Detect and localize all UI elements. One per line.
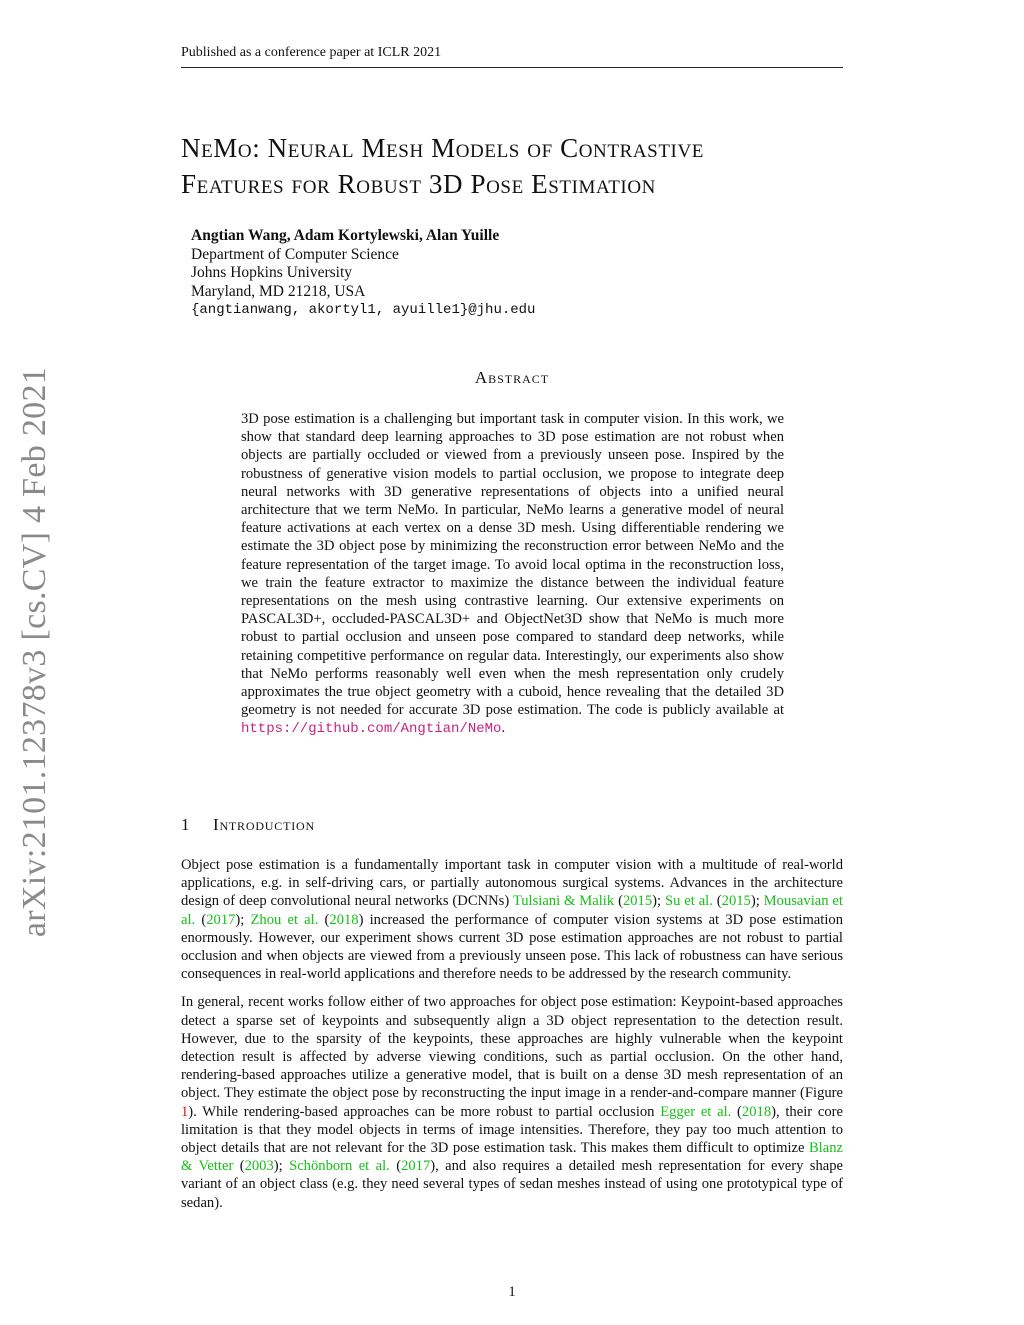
text: ); bbox=[273, 1158, 290, 1175]
citation-year-link[interactable]: 2018 bbox=[741, 1103, 772, 1120]
intro-paragraph-2 bbox=[181, 993, 843, 1211]
citation-year-link[interactable]: 2003 bbox=[244, 1158, 274, 1175]
citation-link[interactable]: Blanz & Vetter bbox=[181, 1140, 843, 1175]
text: Object pose estimation is a fundamentally important task in computer vision with a multitude of real-world applications, e.g. in self-driving cars, or partially autonomous surgical systems. Advances in the architecture design of deep convolutional neural networks (DCNNs) bbox=[181, 857, 843, 910]
citation-year-link[interactable]: 2015 bbox=[622, 893, 653, 910]
figure-ref-link[interactable]: 1 bbox=[181, 1103, 189, 1120]
text: ( bbox=[195, 911, 207, 928]
text: ( bbox=[389, 1158, 402, 1175]
title-line-1: NeMo: Neural Mesh Models of Contrastive bbox=[181, 133, 705, 163]
section-heading bbox=[181, 815, 843, 835]
abstract-text: 3D pose estimation is a challenging but important task in computer vision. In this work, we show that standard deep learning approaches to 3D pose estimation are not robust when objects are partially occluded or viewed from a previously unseen pose. Inspired by the robustness of generative vision models to partial occlusion, we propose to integrate deep neural networks with 3D generative representations of objects into a unified neural architecture that we term NeMo. In particular, NeMo learns a generative model of neural feature activations at each vertex on a dense 3D mesh. Using differentiable rendering we estimate the 3D object pose by minimizing the reconstruction error between NeMo and the feature representation of the target image. To avoid local optima in the reconstruction loss, we train the feature extractor to maximize the distance between the individual feature representations on the mesh using contrastive learning. Our extensive experiments on PASCAL3D+, occluded-PASCAL3D+ and ObjectNet3D show that NeMo is much more robust to partial occlusion and unseen pose compared to standard deep networks, while retaining competitive performance on regular data. Interestingly, our experiments also show that NeMo performs reasonably well even when the mesh representation only crudely approximates the true object geometry with a cuboid, hence revealing that the detailed 3D geometry is not needed for accurate 3D pose estimation. The code is publicly available at bbox=[241, 411, 784, 719]
abstract-end: . bbox=[501, 720, 506, 737]
author-block bbox=[191, 227, 791, 320]
text: ), and also requires a detailed mesh representation for every shape variant of an object class (e.g. they need several types of sedan meshes instead of using one prototypical type of sedan). bbox=[181, 1158, 843, 1211]
title-line-2: Features for Robust 3D Pose Estimation bbox=[181, 169, 657, 199]
author-department: Department of Computer Science bbox=[191, 245, 399, 263]
citation-year-link[interactable]: 2015 bbox=[721, 893, 751, 910]
author-email[interactable]: {angtianwang, akortyl1, ayuille1}@jhu.edu bbox=[191, 302, 536, 318]
intro-body bbox=[181, 856, 843, 1222]
text: ). While rendering-based approaches can be more robust to partial occlusion bbox=[188, 1103, 661, 1120]
text: ), their core limitation is that they model objects in terms of image intensities. Therefore, they pay too much attention to object details that are not relevant for the 3D pose estimation task. This makes them difficult to optimize bbox=[181, 1103, 843, 1157]
text: ); bbox=[652, 893, 665, 910]
arxiv-stamp: arXiv:2101.12378v3 [cs.CV] 4 Feb 2021 bbox=[16, 366, 53, 938]
text: ); bbox=[235, 911, 251, 928]
running-header: Published as a conference paper at ICLR 2021 bbox=[181, 44, 843, 68]
author-address: Maryland, MD 21218, USA bbox=[191, 282, 366, 300]
intro-paragraph-1 bbox=[181, 856, 843, 983]
author-names: Angtian Wang, Adam Kortylewski, Alan Yuille bbox=[191, 227, 500, 244]
abstract-heading: Abstract bbox=[474, 368, 550, 387]
page-number: 1 bbox=[508, 1284, 516, 1300]
citation-year-link[interactable]: 2017 bbox=[401, 1158, 431, 1175]
text: ( bbox=[731, 1103, 742, 1120]
text: ) increased the performance of computer vision systems at 3D pose estimation enormously. However, our experiment shows current 3D pose estimation approaches are not robust to partial occlusion and when objects are viewed from a previously unseen pose. This lack of robustness can have serious consequences in real-world applications and therefore needs to be addressed by the research community. bbox=[181, 911, 843, 983]
citation-link[interactable]: Schönborn et al. bbox=[289, 1158, 390, 1175]
text: ( bbox=[233, 1158, 245, 1175]
text: ( bbox=[614, 893, 623, 910]
citation-link[interactable]: Egger et al. bbox=[660, 1103, 732, 1120]
code-link[interactable]: https://github.com/Angtian/NeMo bbox=[241, 721, 502, 738]
citation-link[interactable]: Su et al. bbox=[664, 893, 713, 910]
section-title: Introduction bbox=[213, 815, 315, 834]
citation-link[interactable]: Tulsiani & Malik bbox=[512, 893, 615, 910]
text: ( bbox=[318, 911, 330, 928]
text: ( bbox=[712, 893, 722, 910]
section-number: 1 bbox=[181, 815, 191, 834]
abstract-body bbox=[241, 410, 784, 739]
citation-year-link[interactable]: 2018 bbox=[329, 911, 359, 928]
author-university: Johns Hopkins University bbox=[191, 264, 353, 281]
paper-title bbox=[181, 130, 851, 202]
text: In general, recent works follow either of two approaches for object pose estimation: Keypoint-based approaches detect a sparse set of keypoints and subsequently align a 3D object representation to the detection result. However, due to the sparsity of the keypoints, these approaches are highly vulnerable when the keypoint detection result is affected by adverse viewing conditions, such as partial occlusion. On the other hand, rendering-based approaches utilize a generative model, that is built on a dense 3D mesh representation of an object. They estimate the object pose by reconstructing the input image in a render-and-compare manner (Figure bbox=[181, 994, 843, 1102]
citation-link[interactable]: Zhou et al. bbox=[250, 911, 319, 928]
citation-year-link[interactable]: 2017 bbox=[206, 911, 236, 928]
citation-link[interactable]: Mousavian et al. bbox=[181, 893, 843, 928]
text: ); bbox=[750, 893, 764, 910]
